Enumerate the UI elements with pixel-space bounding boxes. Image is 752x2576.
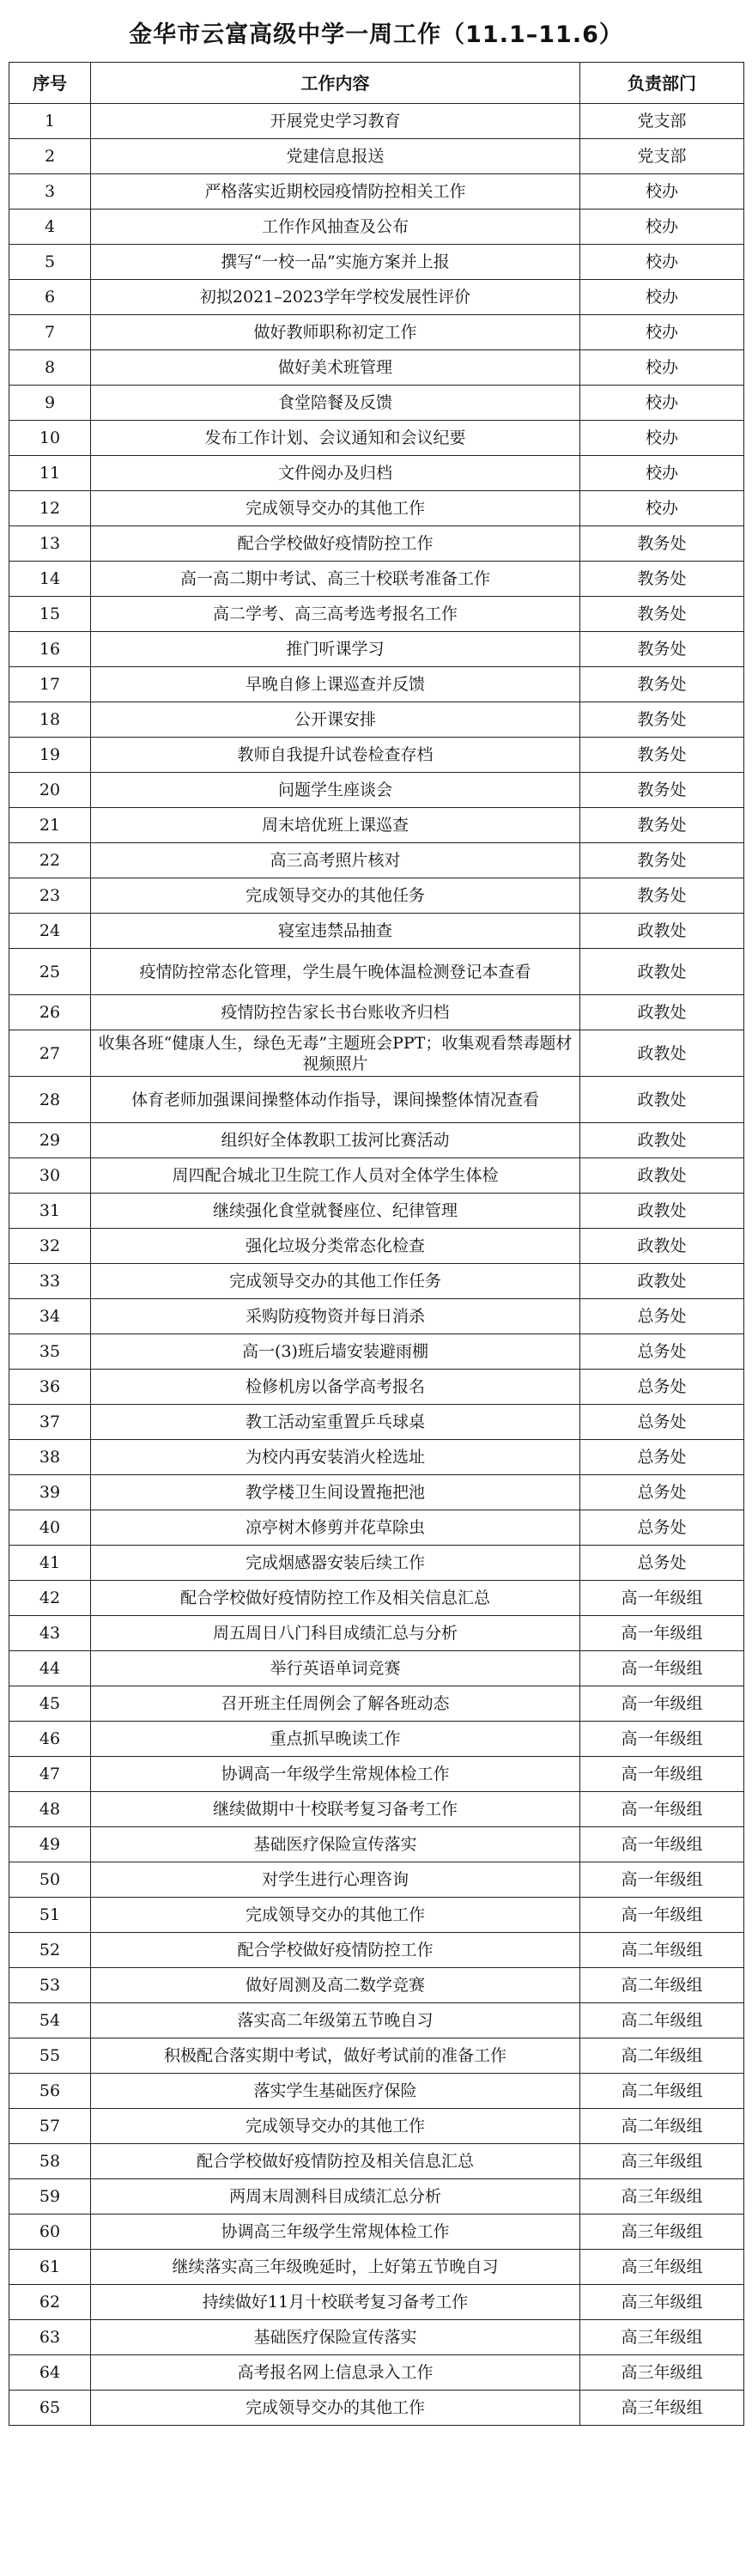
table-row [9, 773, 744, 808]
task-cell: 撰写“一校一品”实施方案并上报 [91, 245, 580, 280]
row-number-cell: 12 [9, 491, 91, 526]
department-cell: 教务处 [580, 632, 744, 667]
header-department: 负责部门 [580, 63, 744, 104]
row-number-cell: 5 [9, 245, 91, 280]
row-number-cell: 2 [9, 139, 91, 174]
row-number-cell: 54 [9, 2003, 91, 2038]
department-cell: 校办 [580, 421, 744, 456]
table-row [9, 2285, 744, 2320]
row-number-cell: 42 [9, 1581, 91, 1616]
department-cell: 教务处 [580, 702, 744, 738]
table-row [9, 1264, 744, 1299]
row-number-cell: 1 [9, 104, 91, 139]
department-cell: 高一年级组 [580, 1898, 744, 1933]
department-cell: 高二年级组 [580, 2109, 744, 2144]
department-cell: 高一年级组 [580, 1722, 744, 1757]
department-cell: 高三年级组 [580, 2250, 744, 2285]
row-number-cell: 34 [9, 1299, 91, 1334]
header-number: 序号 [9, 63, 91, 104]
table-row [9, 386, 744, 421]
department-cell: 总务处 [580, 1440, 744, 1475]
department-cell: 校办 [580, 350, 744, 386]
row-number-cell: 40 [9, 1510, 91, 1546]
task-cell: 举行英语单词竞赛 [91, 1651, 580, 1686]
table-row [9, 1405, 744, 1440]
task-cell: 早晚自修上课巡查并反馈 [91, 667, 580, 702]
row-number-cell: 55 [9, 2038, 91, 2074]
task-cell: 召开班主任周例会了解各班动态 [91, 1686, 580, 1722]
row-number-cell: 8 [9, 350, 91, 386]
table-row [9, 2320, 744, 2355]
table-row [9, 2003, 744, 2038]
task-cell: 检修机房以备学高考报名 [91, 1370, 580, 1405]
page-title: 金华市云富高级中学一周工作（11.1–11.6） [129, 21, 623, 48]
department-cell: 总务处 [580, 1334, 744, 1370]
row-number-cell: 57 [9, 2109, 91, 2144]
task-cell: 落实学生基础医疗保险 [91, 2074, 580, 2109]
task-cell: 高三高考照片核对 [91, 843, 580, 878]
department-cell: 政教处 [580, 1158, 744, 1194]
task-cell: 完成领导交办的其他工作 [91, 491, 580, 526]
row-number-cell: 44 [9, 1651, 91, 1686]
row-number-cell: 3 [9, 174, 91, 210]
task-cell: 完成领导交办的其他工作 [91, 2109, 580, 2144]
department-cell: 校办 [580, 386, 744, 421]
row-number-cell: 19 [9, 738, 91, 773]
department-cell: 教务处 [580, 738, 744, 773]
task-cell: 做好周测及高二数学竞赛 [91, 1968, 580, 2003]
department-cell: 教务处 [580, 843, 744, 878]
table-row [9, 2074, 744, 2109]
task-cell: 做好教师职称初定工作 [91, 315, 580, 350]
task-cell: 教师自我提升试卷检查存档 [91, 738, 580, 773]
department-cell: 高二年级组 [580, 2038, 744, 2074]
table-row [9, 632, 744, 667]
row-number-cell: 64 [9, 2355, 91, 2391]
table-row [9, 2038, 744, 2074]
task-cell: 党建信息报送 [91, 139, 580, 174]
table-row [9, 667, 744, 702]
header-task: 工作内容 [91, 63, 580, 104]
row-number-cell: 11 [9, 456, 91, 491]
table-row [9, 1475, 744, 1510]
table-row [9, 1077, 744, 1123]
row-number-cell: 16 [9, 632, 91, 667]
row-number-cell: 28 [9, 1077, 91, 1123]
table-row [9, 949, 744, 995]
task-cell: 协调高一年级学生常规体检工作 [91, 1757, 580, 1792]
task-cell: 周末培优班上课巡查 [91, 808, 580, 843]
department-cell: 高一年级组 [580, 1827, 744, 1862]
table-row [9, 2250, 744, 2285]
row-number-cell: 48 [9, 1792, 91, 1827]
task-cell: 推门听课学习 [91, 632, 580, 667]
department-cell: 教务处 [580, 808, 744, 843]
row-number-cell: 41 [9, 1546, 91, 1581]
task-cell: 发布工作计划、会议通知和会议纪要 [91, 421, 580, 456]
department-cell: 政教处 [580, 1030, 744, 1077]
task-cell: 高二学考、高三高考选考报名工作 [91, 597, 580, 632]
row-number-cell: 33 [9, 1264, 91, 1299]
task-cell: 公开课安排 [91, 702, 580, 738]
task-cell: 采购防疫物资并每日消杀 [91, 1299, 580, 1334]
task-cell: 教学楼卫生间设置拖把池 [91, 1475, 580, 1510]
row-number-cell: 9 [9, 386, 91, 421]
task-cell: 严格落实近期校园疫情防控相关工作 [91, 174, 580, 210]
row-number-cell: 59 [9, 2179, 91, 2215]
department-cell: 政教处 [580, 1077, 744, 1123]
row-number-cell: 61 [9, 2250, 91, 2285]
table-row [9, 1933, 744, 1968]
table-row [9, 1581, 744, 1616]
department-cell: 政教处 [580, 1264, 744, 1299]
table-row [9, 995, 744, 1030]
department-cell: 总务处 [580, 1370, 744, 1405]
task-cell: 疫情防控常态化管理，学生晨午晚体温检测登记本查看 [91, 949, 580, 995]
row-number-cell: 32 [9, 1229, 91, 1264]
row-number-cell: 4 [9, 210, 91, 245]
task-cell: 两周末周测科目成绩汇总分析 [91, 2179, 580, 2215]
task-cell: 协调高三年级学生常规体检工作 [91, 2215, 580, 2250]
department-cell: 教务处 [580, 562, 744, 597]
row-number-cell: 17 [9, 667, 91, 702]
task-cell: 强化垃圾分类常态化检查 [91, 1229, 580, 1264]
row-number-cell: 20 [9, 773, 91, 808]
task-cell: 重点抓早晚读工作 [91, 1722, 580, 1757]
task-cell: 教工活动室重置乒乓球桌 [91, 1405, 580, 1440]
row-number-cell: 30 [9, 1158, 91, 1194]
row-number-cell: 52 [9, 1933, 91, 1968]
task-cell: 为校内再安装消火栓选址 [91, 1440, 580, 1475]
row-number-cell: 38 [9, 1440, 91, 1475]
department-cell: 高二年级组 [580, 1933, 744, 1968]
row-number-cell: 53 [9, 1968, 91, 2003]
table-row [9, 421, 744, 456]
row-number-cell: 63 [9, 2320, 91, 2355]
task-cell: 落实高二年级第五节晚自习 [91, 2003, 580, 2038]
row-number-cell: 37 [9, 1405, 91, 1440]
department-cell: 高二年级组 [580, 2074, 744, 2109]
table-row [9, 2355, 744, 2391]
work-table [9, 62, 744, 2426]
department-cell: 教务处 [580, 773, 744, 808]
table-row [9, 1651, 744, 1686]
department-cell: 政教处 [580, 995, 744, 1030]
table-body [9, 104, 744, 2426]
table-row [9, 245, 744, 280]
task-cell: 收集各班“健康人生，绿色无毒”主题班会PPT；收集观看禁毒题材视频照片 [91, 1030, 580, 1077]
table-header [9, 63, 744, 104]
task-cell: 工作作风抽查及公布 [91, 210, 580, 245]
department-cell: 高三年级组 [580, 2285, 744, 2320]
department-cell: 高三年级组 [580, 2320, 744, 2355]
table-row [9, 1827, 744, 1862]
row-number-cell: 36 [9, 1370, 91, 1405]
table-row [9, 315, 744, 350]
task-cell: 初拟2021–2023学年学校发展性评价 [91, 280, 580, 315]
table-row [9, 1616, 744, 1651]
table-row [9, 2179, 744, 2215]
table-row [9, 280, 744, 315]
department-cell: 校办 [580, 280, 744, 315]
department-cell: 校办 [580, 174, 744, 210]
task-cell: 凉亭树木修剪并花草除虫 [91, 1510, 580, 1546]
department-cell: 高二年级组 [580, 1968, 744, 2003]
row-number-cell: 26 [9, 995, 91, 1030]
table-row [9, 702, 744, 738]
table-row [9, 1030, 744, 1077]
task-cell: 基础医疗保险宣传落实 [91, 1827, 580, 1862]
department-cell: 校办 [580, 456, 744, 491]
department-cell: 总务处 [580, 1510, 744, 1546]
row-number-cell: 18 [9, 702, 91, 738]
table-row [9, 1299, 744, 1334]
row-number-cell: 6 [9, 280, 91, 315]
table-row [9, 1968, 744, 2003]
department-cell: 高一年级组 [580, 1862, 744, 1898]
department-cell: 教务处 [580, 878, 744, 914]
task-cell: 继续落实高三年级晚延时，上好第五节晚自习 [91, 2250, 580, 2285]
table-row [9, 1123, 744, 1158]
task-cell: 完成领导交办的其他任务 [91, 878, 580, 914]
row-number-cell: 14 [9, 562, 91, 597]
department-cell: 政教处 [580, 1194, 744, 1229]
department-cell: 高三年级组 [580, 2179, 744, 2215]
table-row [9, 1370, 744, 1405]
department-cell: 总务处 [580, 1405, 744, 1440]
table-row [9, 1158, 744, 1194]
row-number-cell: 58 [9, 2144, 91, 2179]
department-cell: 高三年级组 [580, 2355, 744, 2391]
task-cell: 配合学校做好疫情防控及相关信息汇总 [91, 2144, 580, 2179]
department-cell: 政教处 [580, 1229, 744, 1264]
department-cell: 高一年级组 [580, 1757, 744, 1792]
row-number-cell: 22 [9, 843, 91, 878]
department-cell: 高一年级组 [580, 1792, 744, 1827]
row-number-cell: 7 [9, 315, 91, 350]
department-cell: 教务处 [580, 526, 744, 562]
department-cell: 总务处 [580, 1546, 744, 1581]
table-row [9, 2144, 744, 2179]
row-number-cell: 31 [9, 1194, 91, 1229]
task-cell: 继续做期中十校联考复习备考工作 [91, 1792, 580, 1827]
task-cell: 食堂陪餐及反馈 [91, 386, 580, 421]
row-number-cell: 27 [9, 1030, 91, 1077]
row-number-cell: 29 [9, 1123, 91, 1158]
task-cell: 体育老师加强课间操整体动作指导，课间操整体情况查看 [91, 1077, 580, 1123]
table-row [9, 843, 744, 878]
row-number-cell: 10 [9, 421, 91, 456]
row-number-cell: 39 [9, 1475, 91, 1510]
row-number-cell: 35 [9, 1334, 91, 1370]
task-cell: 高考报名网上信息录入工作 [91, 2355, 580, 2391]
task-cell: 寝室违禁品抽查 [91, 914, 580, 949]
table-row [9, 1686, 744, 1722]
task-cell: 积极配合落实期中考试，做好考试前的准备工作 [91, 2038, 580, 2074]
task-cell: 完成烟感器安装后续工作 [91, 1546, 580, 1581]
department-cell: 高三年级组 [580, 2144, 744, 2179]
table-row [9, 1898, 744, 1933]
table-row [9, 562, 744, 597]
table-row [9, 1792, 744, 1827]
row-number-cell: 56 [9, 2074, 91, 2109]
task-cell: 对学生进行心理咨询 [91, 1862, 580, 1898]
table-row [9, 1510, 744, 1546]
table-row [9, 914, 744, 949]
table-row [9, 1194, 744, 1229]
table-row [9, 491, 744, 526]
department-cell: 校办 [580, 315, 744, 350]
table-row [9, 2215, 744, 2250]
table-row [9, 456, 744, 491]
department-cell: 教务处 [580, 667, 744, 702]
table-row [9, 1722, 744, 1757]
row-number-cell: 21 [9, 808, 91, 843]
row-number-cell: 51 [9, 1898, 91, 1933]
row-number-cell: 15 [9, 597, 91, 632]
table-row [9, 1757, 744, 1792]
task-cell: 问题学生座谈会 [91, 773, 580, 808]
task-cell: 高一高二期中考试、高三十校联考准备工作 [91, 562, 580, 597]
task-cell: 完成领导交办的其他工作 [91, 1898, 580, 1933]
task-cell: 文件阅办及归档 [91, 456, 580, 491]
table-row [9, 139, 744, 174]
department-cell: 党支部 [580, 104, 744, 139]
department-cell: 高一年级组 [580, 1581, 744, 1616]
table-row [9, 1862, 744, 1898]
table-row [9, 808, 744, 843]
row-number-cell: 49 [9, 1827, 91, 1862]
table-row [9, 1334, 744, 1370]
table-row [9, 1440, 744, 1475]
table-row [9, 104, 744, 139]
row-number-cell: 47 [9, 1757, 91, 1792]
row-number-cell: 62 [9, 2285, 91, 2320]
task-cell: 周四配合城北卫生院工作人员对全体学生体检 [91, 1158, 580, 1194]
table-row [9, 878, 744, 914]
department-cell: 政教处 [580, 1123, 744, 1158]
department-cell: 校办 [580, 210, 744, 245]
task-cell: 配合学校做好疫情防控工作 [91, 1933, 580, 1968]
table-row [9, 2109, 744, 2144]
table-row [9, 210, 744, 245]
department-cell: 教务处 [580, 597, 744, 632]
task-cell: 做好美术班管理 [91, 350, 580, 386]
row-number-cell: 65 [9, 2391, 91, 2426]
department-cell: 高三年级组 [580, 2391, 744, 2426]
task-cell: 配合学校做好疫情防控工作及相关信息汇总 [91, 1581, 580, 1616]
table-row [9, 174, 744, 210]
table-row [9, 350, 744, 386]
row-number-cell: 24 [9, 914, 91, 949]
row-number-cell: 50 [9, 1862, 91, 1898]
task-cell: 高一(3)班后墙安装避雨棚 [91, 1334, 580, 1370]
table-row [9, 1229, 744, 1264]
task-cell: 组织好全体教职工拔河比赛活动 [91, 1123, 580, 1158]
department-cell: 总务处 [580, 1299, 744, 1334]
department-cell: 高一年级组 [580, 1616, 744, 1651]
row-number-cell: 60 [9, 2215, 91, 2250]
row-number-cell: 13 [9, 526, 91, 562]
department-cell: 高一年级组 [580, 1686, 744, 1722]
task-cell: 基础医疗保险宣传落实 [91, 2320, 580, 2355]
department-cell: 校办 [580, 245, 744, 280]
header-row [9, 63, 744, 104]
task-cell: 开展党史学习教育 [91, 104, 580, 139]
table-row [9, 526, 744, 562]
row-number-cell: 45 [9, 1686, 91, 1722]
task-cell: 继续强化食堂就餐座位、纪律管理 [91, 1194, 580, 1229]
department-cell: 高一年级组 [580, 1651, 744, 1686]
department-cell: 总务处 [580, 1475, 744, 1510]
table-row [9, 597, 744, 632]
table-row [9, 1546, 744, 1581]
task-cell: 完成领导交办的其他工作任务 [91, 1264, 580, 1299]
task-cell: 疫情防控告家长书台账收齐归档 [91, 995, 580, 1030]
row-number-cell: 46 [9, 1722, 91, 1757]
row-number-cell: 43 [9, 1616, 91, 1651]
table-row [9, 2391, 744, 2426]
department-cell: 校办 [580, 491, 744, 526]
department-cell: 政教处 [580, 914, 744, 949]
department-cell: 党支部 [580, 139, 744, 174]
task-cell: 持续做好11月十校联考复习备考工作 [91, 2285, 580, 2320]
table-row [9, 738, 744, 773]
row-number-cell: 23 [9, 878, 91, 914]
department-cell: 高二年级组 [580, 2003, 744, 2038]
row-number-cell: 25 [9, 949, 91, 995]
department-cell: 高三年级组 [580, 2215, 744, 2250]
task-cell: 配合学校做好疫情防控工作 [91, 526, 580, 562]
department-cell: 政教处 [580, 949, 744, 995]
task-cell: 完成领导交办的其他工作 [91, 2391, 580, 2426]
task-cell: 周五周日八门科目成绩汇总与分析 [91, 1616, 580, 1651]
